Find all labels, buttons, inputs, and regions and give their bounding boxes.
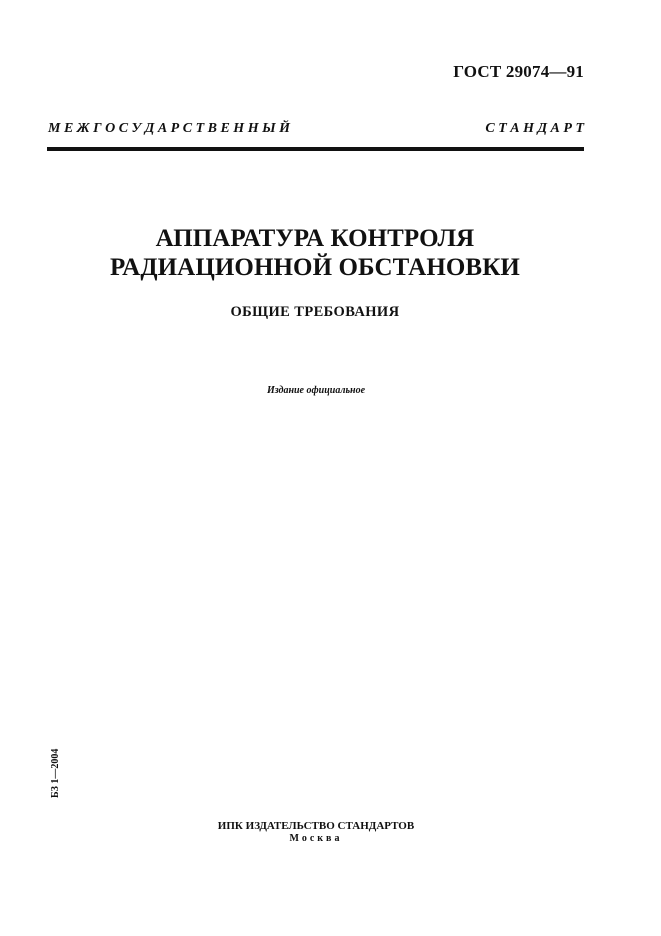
publisher-name: ИПК ИЗДАТЕЛЬСТВО СТАНДАРТОВ xyxy=(217,820,415,832)
edition-note: Издание официальное xyxy=(266,385,366,396)
side-catalog-code: БЗ 1—2004 xyxy=(50,748,61,798)
title-line-2: РАДИАЦИОННОЙ ОБСТАНОВКИ xyxy=(110,254,520,281)
standard-word: С Т А Н Д А Р Т xyxy=(485,121,584,136)
interstate-standard-heading xyxy=(48,121,584,137)
heading-divider-rule xyxy=(47,147,584,151)
publisher-city: Москва xyxy=(289,833,343,844)
document-title xyxy=(0,224,630,282)
gost-number: ГОСТ 29074—91 xyxy=(453,62,584,81)
interstate-word: М Е Ж Г О С У Д А Р С Т В Е Н Н Ы Й xyxy=(48,121,291,136)
title-line-1: АППАРАТУРА КОНТРОЛЯ xyxy=(155,225,475,252)
document-subtitle: ОБЩИЕ ТРЕБОВАНИЯ xyxy=(230,304,400,320)
